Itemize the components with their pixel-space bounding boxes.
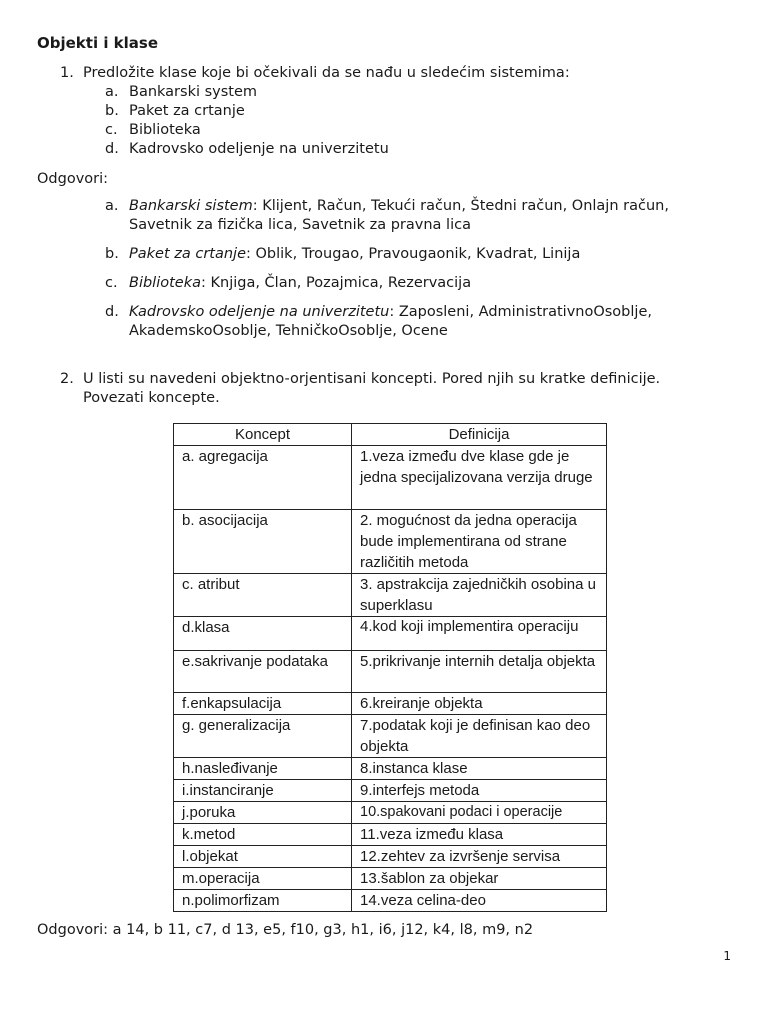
definition-cell: 13.šablon za objekar (352, 868, 607, 890)
definition-cell: 5.prikrivanje internih detalja objekta (352, 651, 607, 693)
page-number: 1 (723, 949, 731, 963)
question-2 (60, 371, 660, 387)
table-header-definicija: Definicija (352, 424, 607, 446)
question-1 (60, 65, 570, 81)
answer-term: Biblioteka (129, 275, 201, 291)
concept-cell: a. agregacija (174, 446, 352, 510)
list-item (105, 103, 245, 119)
list-marker: a. (105, 198, 119, 214)
answer-text: : Oblik, Trougao, Pravougaonik, Kvadrat, Linija (246, 246, 581, 262)
definition-cell: 3. apstrakcija zajedničkih osobina u superklasu (352, 574, 607, 617)
list-item-text: Biblioteka (129, 122, 201, 138)
definition-cell: 11.veza između klasa (352, 824, 607, 846)
table-header-row (174, 424, 607, 446)
definition-cell: 4.kod koji implementira operaciju (352, 617, 607, 651)
concept-cell: l.objekat (174, 846, 352, 868)
question-number: 1. (60, 65, 74, 81)
answer-text: : Zaposleni, AdministrativnoOsoblje, (389, 304, 652, 320)
table-row (174, 780, 607, 802)
list-item-text: Bankarski system (129, 84, 258, 100)
question-text-continued: Povezati koncepte. (83, 390, 220, 406)
table-row (174, 802, 607, 824)
table-row (174, 890, 607, 912)
final-answer: Odgovori: a 14, b 11, c7, d 13, e5, f10, g3, h1, i6, j12, k4, l8, m9, n2 (37, 922, 534, 938)
answers-label: Odgovori: (37, 171, 109, 187)
table-row (174, 846, 607, 868)
list-marker: b. (105, 246, 119, 262)
concept-cell: d.klasa (174, 617, 352, 651)
answer-item (105, 198, 669, 214)
question-text: U listi su navedeni objektno-orjentisani koncepti. Pored njih su kratke definicije. (83, 371, 661, 387)
concept-cell: i.instanciranje (174, 780, 352, 802)
concept-cell: b. asocijacija (174, 510, 352, 574)
answer-item (105, 275, 471, 291)
table-header-koncept: Koncept (174, 424, 352, 446)
answer-text: : Klijent, Račun, Tekući račun, Štedni račun, Onlajn račun, (252, 198, 669, 214)
definition-cell: 1.veza između dve klase gde je jedna specijalizovana verzija druge (352, 446, 607, 510)
concepts-table (173, 423, 607, 912)
definition-cell: 7.podatak koji je definisan kao deo objekta (352, 715, 607, 758)
section-title: Objekti i klase (37, 34, 159, 52)
list-marker: d. (105, 304, 119, 320)
table-row (174, 758, 607, 780)
definition-cell: 8.instanca klase (352, 758, 607, 780)
list-item-text: Kadrovsko odeljenje na univerzitetu (129, 141, 389, 157)
table-row (174, 715, 607, 758)
question-number: 2. (60, 371, 74, 387)
list-marker: c. (105, 275, 118, 291)
concept-cell: c. atribut (174, 574, 352, 617)
concept-cell: e.sakrivanje podataka (174, 651, 352, 693)
answer-text: : Knjiga, Član, Pozajmica, Rezervacija (201, 275, 472, 291)
definition-cell: 12.zehtev za izvršenje servisa (352, 846, 607, 868)
concept-cell: j.poruka (174, 802, 352, 824)
answer-term: Kadrovsko odeljenje na univerzitetu (129, 304, 390, 320)
definition-cell: 6.kreiranje objekta (352, 693, 607, 715)
concept-cell: n.polimorfizam (174, 890, 352, 912)
concept-cell: f.enkapsulacija (174, 693, 352, 715)
definition-cell: 10.spakovani podaci i operacije (352, 802, 607, 824)
list-marker: d. (105, 141, 119, 157)
table-row (174, 446, 607, 510)
list-item-text: Paket za crtanje (129, 103, 245, 119)
table-row (174, 510, 607, 574)
definition-cell: 9.interfejs metoda (352, 780, 607, 802)
answer-item (105, 304, 652, 320)
list-marker: c. (105, 122, 118, 138)
definition-cell: 2. mogućnost da jedna operacija bude implementirana od strane različitih metoda (352, 510, 607, 574)
answer-item (105, 246, 580, 262)
concept-cell: m.operacija (174, 868, 352, 890)
answer-term: Paket za crtanje (129, 246, 246, 262)
definition-cell: 14.veza celina-deo (352, 890, 607, 912)
question-text: Predložite klase koje bi očekivali da se nađu u sledećim sistemima: (83, 65, 570, 81)
list-item (105, 84, 257, 100)
answer-term: Bankarski sistem (129, 198, 253, 214)
table-row (174, 824, 607, 846)
list-marker: a. (105, 84, 119, 100)
list-marker: b. (105, 103, 119, 119)
answer-text-continued: Savetnik za fizička lica, Savetnik za pravna lica (129, 217, 471, 233)
table-row (174, 651, 607, 693)
concept-cell: g. generalizacija (174, 715, 352, 758)
table-row (174, 868, 607, 890)
table-row (174, 617, 607, 651)
answer-text-continued: AkademskoOsoblje, TehničkoOsoblje, Ocene (129, 323, 448, 339)
list-item (105, 141, 389, 157)
list-item (105, 122, 201, 138)
table-row (174, 693, 607, 715)
table-row (174, 574, 607, 617)
concept-cell: k.metod (174, 824, 352, 846)
concept-cell: h.nasleđivanje (174, 758, 352, 780)
